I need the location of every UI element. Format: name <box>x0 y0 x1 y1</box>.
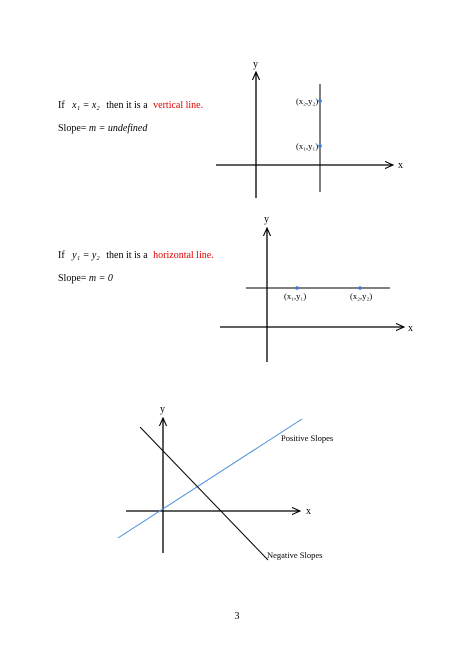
vertical-condition-text <box>58 100 203 111</box>
horizontal-point-right <box>358 286 362 290</box>
negative-slope-line <box>140 427 268 560</box>
vertical-point-top-label: (x₂,y₂) <box>296 96 319 106</box>
vertical-slope-text <box>58 123 148 134</box>
slopes-section <box>118 404 333 560</box>
slopes-graph <box>118 404 333 560</box>
vertical-slope-prefix: Slope= <box>58 123 87 134</box>
slopes-graph-x-label: x <box>306 506 311 517</box>
horizontal-graph-y-label: y <box>264 214 269 225</box>
horizontal-point-left <box>295 286 299 290</box>
horizontal-point-right-label: (x₂,y₂) <box>350 291 373 301</box>
vertical-condition-middle: then it is a <box>106 100 148 111</box>
horizontal-slope-math: m = 0 <box>88 273 113 284</box>
horizontal-condition-middle: then it is a <box>106 250 148 261</box>
vertical-graph-y-label: y <box>253 59 258 70</box>
vertical-condition-highlight: vertical line. <box>153 100 204 111</box>
vertical-slope-math: m = undefined <box>88 123 148 134</box>
horizontal-slope-text <box>58 273 113 284</box>
horizontal-line-graph <box>220 214 413 362</box>
horizontal-condition-text <box>58 250 214 261</box>
horizontal-line-section <box>58 214 413 362</box>
vertical-point-bottom <box>318 144 322 148</box>
vertical-condition-prefix: If <box>58 100 65 111</box>
slopes-graph-y-label: y <box>160 404 165 415</box>
vertical-point-bottom-label: (x₁,y₁) <box>296 141 319 151</box>
horizontal-condition-highlight: horizontal line. <box>153 250 214 261</box>
vertical-line-section <box>58 59 403 198</box>
vertical-line-graph <box>216 59 403 198</box>
negative-slopes-label: Negative Slopes <box>267 550 323 560</box>
horizontal-point-left-label: (x₁,y₁) <box>284 291 307 301</box>
horizontal-slope-prefix: Slope= <box>58 273 87 284</box>
vertical-graph-x-label: x <box>398 160 403 171</box>
vertical-point-top <box>318 99 322 103</box>
horizontal-graph-x-label: x <box>408 323 413 334</box>
horizontal-condition-prefix: If <box>58 250 65 261</box>
page-number: 3 <box>234 611 240 622</box>
positive-slope-line <box>118 419 302 538</box>
horizontal-condition-math: y₁ = y₂ <box>72 250 100 261</box>
vertical-condition-math: x₁ = x₂ <box>72 100 100 111</box>
positive-slopes-label: Positive Slopes <box>281 433 334 443</box>
